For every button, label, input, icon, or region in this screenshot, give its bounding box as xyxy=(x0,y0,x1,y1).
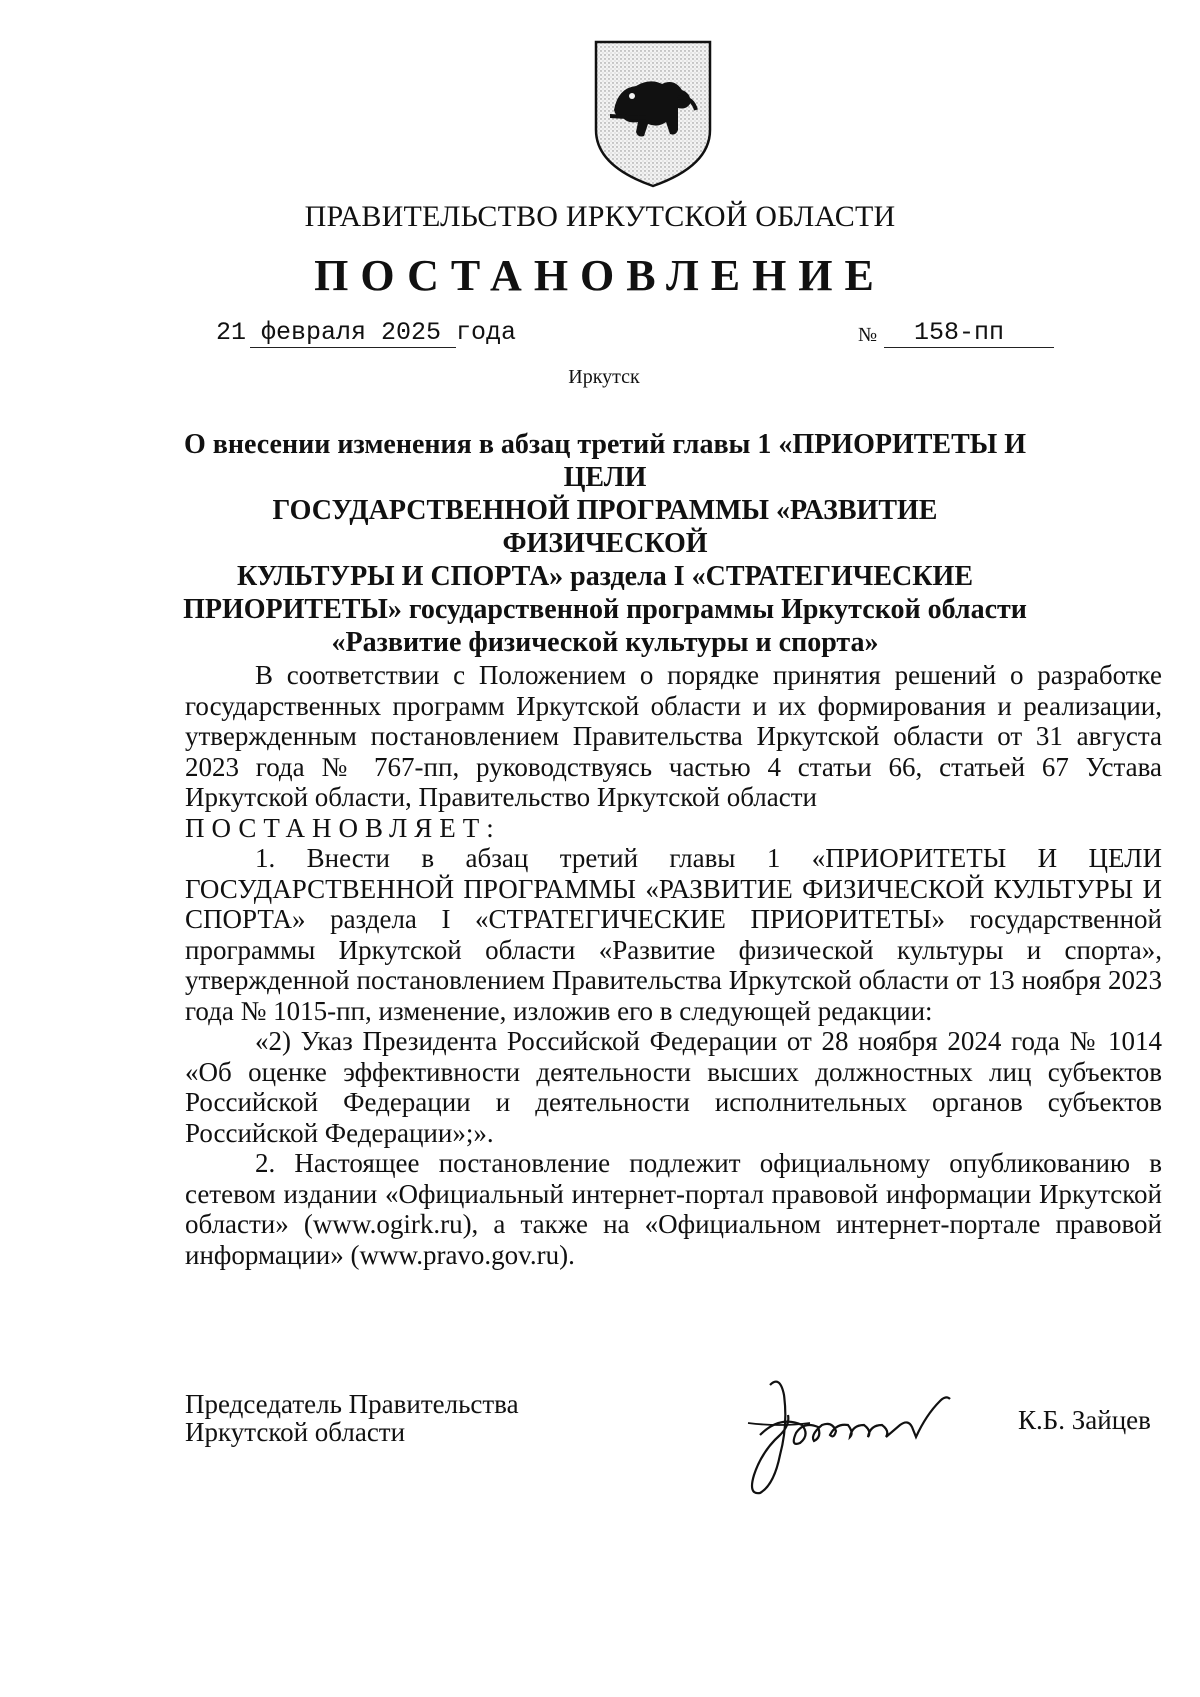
date-underline xyxy=(250,347,456,348)
title-line: ГОСУДАРСТВЕННОЙ ПРОГРАММЫ «РАЗВИТИЕ ФИЗИЧЕСКОЙ xyxy=(272,495,938,559)
item-1-paragraph: 1. Внести в абзац третий главы 1 «ПРИОРИТЕТЫ И ЦЕЛИ ГОСУДАРСТВЕННОЙ ПРОГРАММЫ «РАЗВИТИЕ ФИЗИЧЕСКОЙ КУЛЬТУРЫ И СПОРТА» раздела I «СТРАТЕГИЧЕСКИЕ ПРИОРИТЕТЫ» государственной программы Иркутской области «Развитие физической культуры и спорта», утвержденной постановлением Правительства Иркутской области от 13 ноября 2023 года № 1015-пп, изменение, изложив его в следующей редакции: xyxy=(185,843,1162,1026)
title-line: О внесении изменения в абзац третий главы 1 «ПРИОРИТЕТЫ И ЦЕЛИ xyxy=(183,429,1027,493)
title-line: КУЛЬТУРЫ И СПОРТА» раздела I «СТРАТЕГИЧЕСКИЕ xyxy=(236,561,974,592)
document-city: Иркутск xyxy=(568,366,640,388)
signatory-role-line: Иркутской области xyxy=(185,1417,406,1447)
signatory-role xyxy=(185,1390,519,1446)
signatory-name: К.Б. Зайцев xyxy=(1018,1405,1151,1435)
signatory-role-line: Председатель Правительства xyxy=(185,1389,519,1419)
irkutsk-coat-of-arms-icon xyxy=(592,38,714,190)
quote-paragraph: «2) Указ Президента Российской Федерации от 28 ноября 2024 года № 1014 «Об оценке эффективности деятельности высших должностных лиц субъектов Российской Федерации и деятельности исполнительных органов субъектов Российской Федерации»;». xyxy=(185,1026,1162,1148)
number-underline xyxy=(884,347,1054,348)
resolves-word: ПОСТАНОВЛЯЕТ: xyxy=(185,812,501,843)
document-number: 158-пп xyxy=(914,318,1005,347)
number-sign: № xyxy=(858,324,878,346)
document-date: 21 февраля 2025 года xyxy=(216,318,517,347)
document-type: ПОСТАНОВЛЕНИЕ xyxy=(314,251,886,300)
title-line: «Развитие физической культуры и спорта» xyxy=(331,627,879,658)
item-2-paragraph: 2. Настоящее постановление подлежит официальному опубликованию в сетевом издании «Официальный интернет-портал правовой информации Иркутской области» (www.ogirk.ru), а также на «Официальном интернет-портале правовой информации» (www.pravo.gov.ru). xyxy=(185,1148,1162,1270)
document-title xyxy=(180,428,1030,659)
title-line: ПРИОРИТЕТЫ» государственной программы Иркутской области xyxy=(183,594,1027,625)
preamble-paragraph: В соответствии с Положением о порядке принятия решений о разработке государственных программ Иркутской области и их формирования и реализации, утвержденным постановлением Правительства Иркутской области от 31 августа 2023 года № 767-пп, руководствуясь частью 4 статьи 66, статьей 67 Устава Иркутской области, Правительство Иркутской области xyxy=(185,660,1162,812)
handwritten-signature-icon xyxy=(740,1365,980,1515)
document-body xyxy=(185,660,1162,1270)
organization-name: ПРАВИТЕЛЬСТВО ИРКУТСКОЙ ОБЛАСТИ xyxy=(304,200,896,233)
